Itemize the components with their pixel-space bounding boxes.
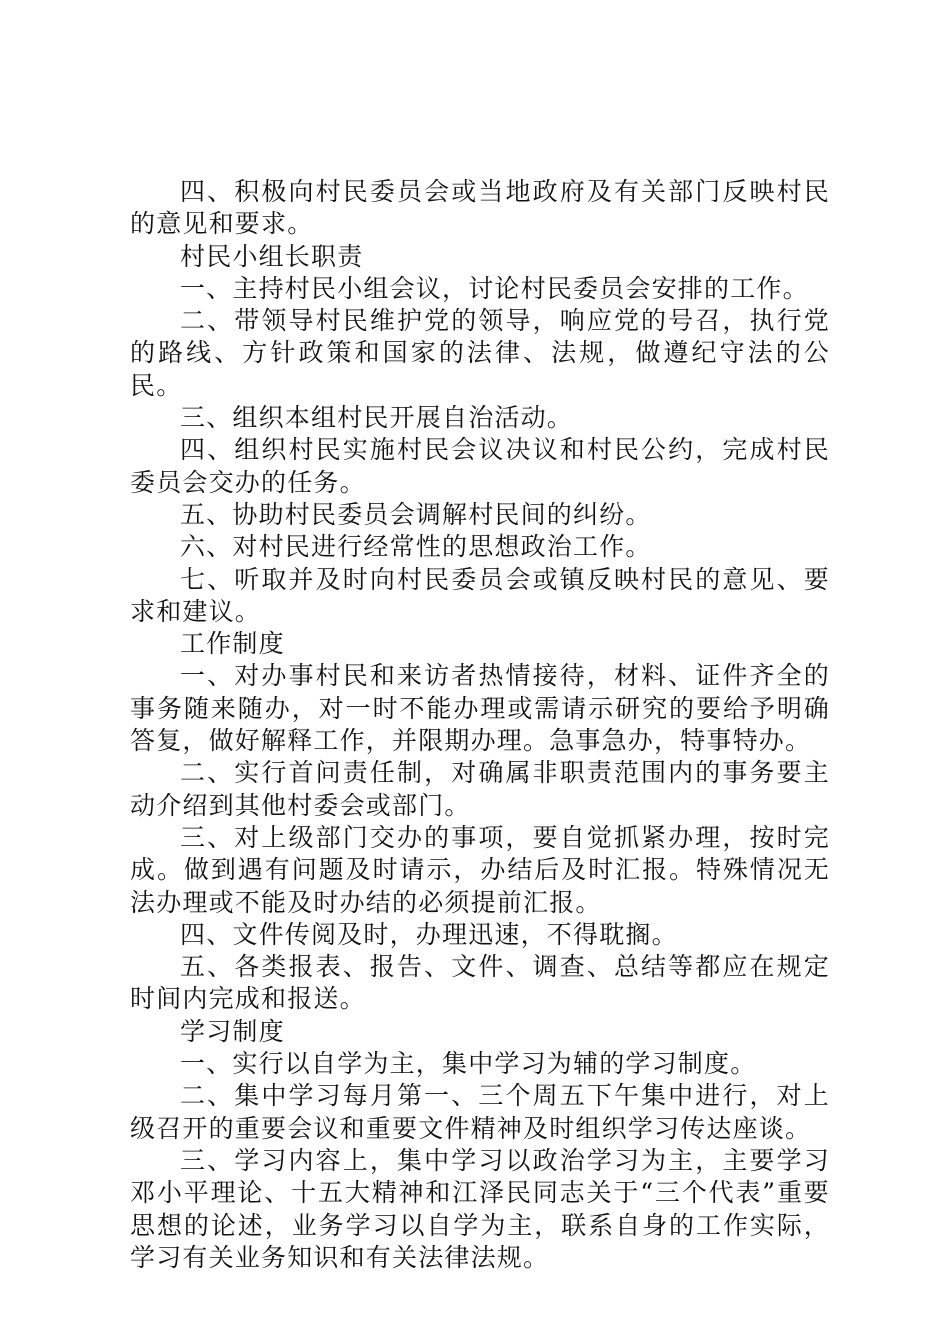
paragraph: 三、对上级部门交办的事项，要自觉抓紧办理，按时完成。做到遇有问题及时请示，办结后及时汇报。特殊情况无法办理或不能及时办结的必须提前汇报。 — [130, 822, 830, 917]
paragraph: 一、对办事村民和来访者热情接待，材料、证件齐全的事务随来随办，对一时不能办理或需请示研究的要给予明确答复，做好解释工作，并限期办理。急事急办，特事特办。 — [130, 661, 830, 756]
paragraph: 二、实行首问责任制，对确属非职责范围内的事务要主动介绍到其他村委会或部门。 — [130, 758, 830, 820]
paragraph: 五、协助村民委员会调解村民间的纠纷。 — [180, 499, 652, 529]
paragraph: 六、对村民进行经常性的思想政治工作。 — [180, 532, 652, 562]
document-body — [130, 176, 830, 1274]
paragraph: 五、各类报表、报告、文件、调查、总结等都应在规定时间内完成和报送。 — [130, 952, 830, 1014]
section-heading: 工作制度 — [180, 629, 285, 659]
paragraph: 四、积极向村民委员会或当地政府及有关部门反映村民的意见和要求。 — [130, 177, 830, 239]
paragraph: 二、带领导村民维护党的领导，响应党的号召，执行党的路线、方针政策和国家的法律、法规，做遵纪守法的公民。 — [130, 306, 830, 400]
section-heading: 学习制度 — [180, 1016, 285, 1046]
paragraph: 三、学习内容上，集中学习以政治学习为主，主要学习邓小平理论、十五大精神和江泽民同志关于“三个代表”重要思想的论述，业务学习以自学为主，联系自身的工作实际，学习有关业务知识和有关法律法规。 — [130, 1145, 830, 1272]
paragraph: 一、主持村民小组会议，讨论村民委员会安排的工作。 — [180, 273, 809, 303]
paragraph: 四、文件传阅及时，办理迅速，不得耽搁。 — [180, 919, 678, 949]
paragraph: 三、组织本组村民开展自治活动。 — [180, 403, 574, 433]
paragraph: 二、集中学习每月第一、三个周五下午集中进行，对上级召开的重要会议和重要文件精神及时组织学习传达座谈。 — [130, 1081, 830, 1143]
paragraph: 七、听取并及时向村民委员会或镇反映村民的意见、要求和建议。 — [130, 564, 830, 626]
paragraph: 一、实行以自学为主，集中学习为辅的学习制度。 — [180, 1049, 757, 1079]
section-heading: 村民小组长职责 — [180, 241, 364, 271]
paragraph: 四、组织村民实施村民会议决议和村民公约，完成村民委员会交办的任务。 — [130, 435, 830, 497]
